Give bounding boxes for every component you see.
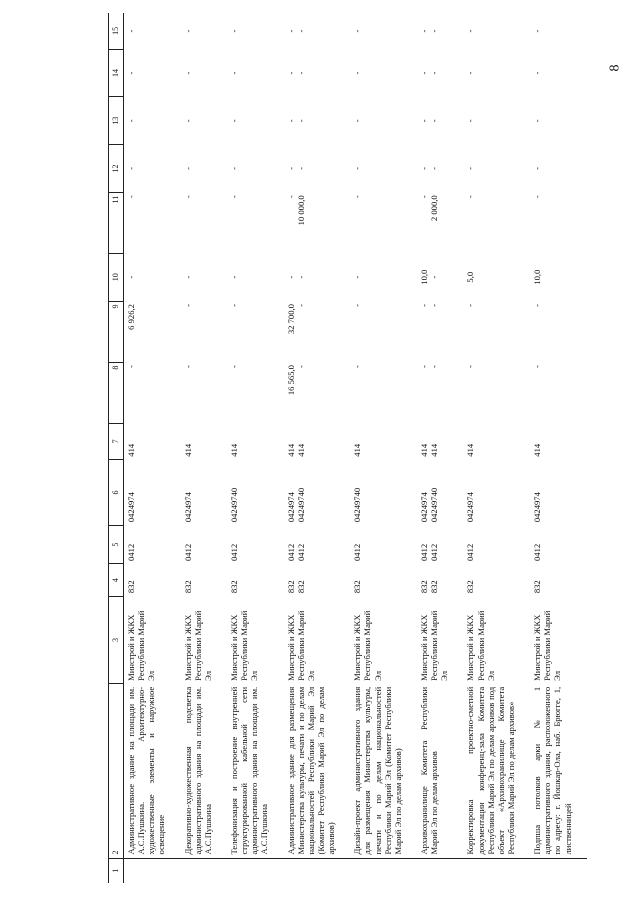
value: - — [182, 275, 193, 279]
value-cell-c8 — [124, 362, 181, 423]
value: 0412 — [465, 543, 476, 561]
value: - — [429, 304, 440, 307]
value: 414 — [182, 443, 193, 457]
value-cell-c15 — [124, 13, 181, 49]
table-row — [417, 13, 463, 883]
value: - — [182, 304, 193, 307]
customer-cell: Минстрой и ЖКХ Республики Марий Эл — [182, 610, 213, 681]
value: - — [418, 119, 429, 123]
value: 414 — [532, 443, 543, 457]
value-cell-c6 — [181, 460, 227, 525]
value-cell-c8 — [227, 362, 284, 423]
value: 0412 — [295, 543, 306, 561]
value-cell-c10 — [181, 253, 227, 301]
value: - — [429, 71, 440, 75]
value: - — [352, 365, 363, 368]
value: 414 — [126, 443, 136, 457]
value-cell-c14 — [463, 49, 530, 97]
row-number-cell — [284, 858, 351, 883]
value-cell-c14 — [350, 49, 417, 97]
value: - — [418, 167, 429, 170]
value-cell-c12 — [463, 145, 530, 193]
value: 0424974 — [532, 492, 543, 523]
value: - — [418, 71, 429, 75]
value: 0412 — [532, 543, 543, 561]
value-cell-c11 — [227, 192, 284, 253]
value: 832 — [465, 580, 476, 594]
value-cell-c8 — [284, 362, 351, 423]
value-cell-c5 — [463, 525, 530, 564]
value: 0412 — [228, 543, 239, 561]
value: - — [352, 71, 363, 75]
value: 0412 — [285, 543, 296, 561]
value: - — [285, 167, 296, 170]
value: 414 — [429, 443, 440, 457]
value-cell-c6 — [124, 460, 181, 525]
value: 832 — [295, 580, 306, 594]
value-cell-c4 — [227, 564, 284, 596]
value: - — [465, 29, 476, 33]
value-cell-c11 — [124, 192, 181, 253]
value-cell-c5 — [284, 525, 351, 564]
value-cell-c10 — [350, 253, 417, 301]
value: 832 — [418, 580, 429, 594]
value: 10,0 — [418, 269, 429, 285]
value-cell-c15 — [350, 13, 417, 49]
value-cell-c10 — [284, 253, 351, 301]
value-cell-c11 — [284, 192, 351, 253]
value-cell-c8 — [463, 362, 530, 423]
value-cell-c9 — [227, 301, 284, 362]
value-cell-c10 — [227, 253, 284, 301]
value: - — [532, 71, 543, 75]
value-cell-c10 — [530, 253, 587, 301]
value-cell-c5 — [350, 525, 417, 564]
value: - — [285, 29, 296, 33]
customer-cell: Минстрой и ЖКХ Республики Марий Эл — [465, 610, 496, 681]
value: - — [228, 365, 239, 368]
value: - — [126, 167, 136, 170]
row-number-cell — [227, 858, 284, 883]
value: 04249740 — [429, 487, 440, 523]
value-cell-c4 — [350, 564, 417, 596]
object-name-cell: Дизайн-проект административного здания для размещения Министерства культуры, печати и по делам национальностей Республики Марий Эл (Комитет Республики Марий Эл по делам архивов) — [352, 686, 403, 855]
value: - — [532, 29, 543, 33]
value-cell-c12 — [350, 145, 417, 193]
value: - — [295, 167, 306, 170]
value: - — [532, 365, 543, 368]
value-cell-c10 — [417, 253, 463, 301]
value-cell-c4 — [417, 564, 463, 596]
value-cell-c4 — [530, 564, 587, 596]
table-row — [530, 13, 587, 883]
value-cell-c14 — [284, 49, 351, 97]
value: - — [465, 71, 476, 75]
value-cell-c5 — [417, 525, 463, 564]
value: - — [418, 304, 429, 307]
value-cell-c11 — [530, 192, 587, 253]
value: - — [228, 119, 239, 123]
value: - — [182, 195, 193, 199]
column-header-14: 14 — [109, 49, 124, 97]
value-cell-c8 — [350, 362, 417, 423]
value-cell-c7 — [284, 423, 351, 460]
value: - — [285, 71, 296, 75]
value: - — [182, 365, 193, 368]
value: 6 926,2 — [126, 304, 136, 330]
value: - — [532, 195, 543, 199]
customer-cell: Минстрой и ЖКХ Республики Марий Эл — [228, 610, 260, 681]
value: - — [295, 119, 306, 123]
column-header-8: 8 — [109, 362, 124, 423]
value: - — [429, 275, 440, 279]
value-cell-c13 — [227, 97, 284, 145]
column-header-9: 9 — [109, 301, 124, 362]
row-number-cell — [530, 858, 587, 883]
value: 832 — [126, 580, 136, 594]
value: - — [228, 275, 239, 279]
column-header-1: 1 — [109, 858, 124, 883]
column-header-7: 7 — [109, 423, 124, 460]
value-cell-c13 — [181, 97, 227, 145]
value: - — [295, 71, 306, 75]
value-cell-c6 — [463, 460, 530, 525]
value-cell-c14 — [227, 49, 284, 97]
value: 414 — [465, 443, 476, 457]
value: 832 — [352, 580, 363, 594]
value-cell-c5 — [181, 525, 227, 564]
value: - — [465, 304, 476, 307]
table-row — [124, 13, 181, 883]
value-cell-c14 — [530, 49, 587, 97]
value: 16 565,0 — [285, 365, 296, 396]
value-cell-c12 — [227, 145, 284, 193]
value-cell-c13 — [284, 97, 351, 145]
value: - — [352, 167, 363, 170]
value: - — [285, 119, 296, 123]
value: - — [352, 119, 363, 123]
customer-cell: Минстрой и ЖКХ Республики Марий Эл — [532, 610, 563, 681]
value-cell-c10 — [124, 253, 181, 301]
value: - — [182, 71, 193, 75]
value: 04249740 — [228, 487, 239, 523]
value: - — [429, 119, 440, 123]
value-cell-c12 — [417, 145, 463, 193]
value-cell-c11 — [417, 192, 463, 253]
value: - — [182, 29, 193, 33]
value: 04249740 — [352, 487, 363, 523]
value: - — [532, 119, 543, 123]
value-cell-c4 — [463, 564, 530, 596]
value: 0412 — [352, 543, 363, 561]
value-cell-c9 — [284, 301, 351, 362]
value-cell-c6 — [417, 460, 463, 525]
object-name-cell: Корректировка проектно-сметной документации конференц-зала Комитета Республики Марий Эл по делам архивов под объект «Архивохранилище Комитета Республики Марий Эл по делам архивов» — [465, 686, 516, 855]
object-name-cell: Административное здание на площади им. А.С.Пушкина. Архитектурно-художественные элементы и наружное освещение — [126, 686, 167, 855]
value: 0424974 — [126, 492, 136, 523]
customer-cell: Минстрой и ЖКХ Республики Марий Эл — [285, 610, 316, 681]
value: 0412 — [429, 543, 440, 561]
value: - — [126, 29, 136, 33]
value: - — [465, 119, 476, 123]
value: - — [295, 365, 306, 368]
value: 414 — [228, 443, 239, 457]
value-cell-c9 — [181, 301, 227, 362]
value: 832 — [429, 580, 440, 594]
value: - — [418, 195, 429, 199]
value-cell-c15 — [227, 13, 284, 49]
value-cell-c6 — [350, 460, 417, 525]
value-cell-c12 — [181, 145, 227, 193]
value-cell-c15 — [530, 13, 587, 49]
value: - — [429, 365, 440, 368]
value: - — [465, 195, 476, 199]
value: 414 — [295, 443, 306, 457]
value: - — [228, 71, 239, 75]
value-cell-c13 — [124, 97, 181, 145]
customer-cell: Минстрой и ЖКХ Республики Марий Эл — [352, 610, 383, 681]
object-name-cell: Декоративно-художественная подсветка административного здания на площади им. А.С.Пушкина — [182, 686, 213, 855]
object-name-cell: Подпша потолков арки № 1 административного здания, расположенного по адресу: г. Йошкар-Ола, наб. Брюгге, 1, лиственницей — [532, 686, 573, 855]
column-header-4: 4 — [109, 564, 124, 596]
rotated-table-container — [108, 13, 636, 883]
value-cell-c11 — [463, 192, 530, 253]
value: - — [285, 195, 296, 199]
column-header-13: 13 — [109, 97, 124, 145]
column-header-15: 15 — [109, 13, 124, 49]
value: - — [295, 304, 306, 307]
table-row — [463, 13, 530, 883]
value: 04249740 — [295, 487, 306, 523]
value: - — [352, 195, 363, 199]
budget-table — [108, 13, 587, 883]
value-cell-c15 — [463, 13, 530, 49]
value-cell-c6 — [284, 460, 351, 525]
value-cell-c14 — [181, 49, 227, 97]
value: 832 — [182, 580, 193, 594]
value-cell-c14 — [124, 49, 181, 97]
value: 0412 — [182, 543, 193, 561]
value: - — [228, 304, 239, 307]
value-cell-c7 — [181, 423, 227, 460]
row-number-cell — [463, 858, 530, 883]
value-cell-c11 — [350, 192, 417, 253]
value-cell-c11 — [181, 192, 227, 253]
value: - — [465, 365, 476, 368]
value: - — [418, 365, 429, 368]
value-cell-c8 — [530, 362, 587, 423]
value: - — [126, 71, 136, 75]
value-cell-c7 — [227, 423, 284, 460]
value: 10 000,0 — [295, 195, 306, 226]
value-cell-c13 — [530, 97, 587, 145]
column-header-12: 12 — [109, 145, 124, 193]
column-header-3: 3 — [109, 596, 124, 684]
table-body — [124, 13, 587, 883]
value-cell-c4 — [284, 564, 351, 596]
value: - — [465, 167, 476, 170]
value-cell-c13 — [463, 97, 530, 145]
value: - — [429, 29, 440, 33]
value-cell-c7 — [124, 423, 181, 460]
value: - — [532, 167, 543, 170]
value: 414 — [285, 443, 296, 457]
value: 0412 — [418, 543, 429, 561]
table-row — [227, 13, 284, 883]
table-row — [350, 13, 417, 883]
value: 2 000,0 — [429, 195, 440, 222]
value-cell-c6 — [227, 460, 284, 525]
value: 0424974 — [285, 492, 296, 523]
value: - — [126, 195, 136, 199]
value: 414 — [418, 443, 429, 457]
value: 0424974 — [418, 492, 429, 523]
value: - — [126, 275, 136, 279]
value-cell-c12 — [284, 145, 351, 193]
value: 10,0 — [532, 269, 543, 285]
value: - — [182, 167, 193, 170]
value-cell-c5 — [530, 525, 587, 564]
object-name-cell: Административное здание для размещения Министерства культуры, печати и по делам национальностей Республики Марий Эл (Комитет Республики Марий Эл по делам архивов) — [285, 686, 337, 855]
value-cell-c12 — [124, 145, 181, 193]
customer-cell: Минстрой и ЖКХ Республики Марий Эл — [418, 610, 450, 681]
value-cell-c8 — [181, 362, 227, 423]
value: 32 700,0 — [285, 304, 296, 335]
value: 5,0 — [465, 271, 476, 283]
value-cell-c15 — [284, 13, 351, 49]
column-header-6: 6 — [109, 460, 124, 525]
value-cell-c14 — [417, 49, 463, 97]
column-header-5: 5 — [109, 525, 124, 564]
value-cell-c6 — [530, 460, 587, 525]
value-cell-c13 — [417, 97, 463, 145]
value: - — [352, 275, 363, 279]
value-cell-c4 — [181, 564, 227, 596]
value: - — [228, 195, 239, 199]
value: - — [352, 304, 363, 307]
row-number-cell — [124, 858, 181, 883]
table-row — [181, 13, 227, 883]
value-cell-c7 — [417, 423, 463, 460]
header-row — [109, 13, 124, 883]
value-cell-c9 — [463, 301, 530, 362]
value: 0424974 — [182, 492, 193, 523]
value-cell-c12 — [530, 145, 587, 193]
value: - — [295, 275, 306, 279]
value: - — [418, 29, 429, 33]
object-name-cell: Архивохранилище Комитета Республики Марий Эл по делам архивов — [418, 686, 440, 855]
value: 832 — [228, 580, 239, 594]
column-header-11: 11 — [109, 192, 124, 253]
value-cell-c8 — [417, 362, 463, 423]
value-cell-c9 — [350, 301, 417, 362]
row-number-cell — [417, 858, 463, 883]
value: - — [285, 275, 296, 279]
value-cell-c9 — [417, 301, 463, 362]
value: - — [228, 167, 239, 170]
value: 0412 — [126, 543, 136, 561]
column-header-10: 10 — [109, 253, 124, 301]
value-cell-c5 — [227, 525, 284, 564]
value-cell-c7 — [350, 423, 417, 460]
value: - — [182, 119, 193, 123]
value-cell-c13 — [350, 97, 417, 145]
value-cell-c9 — [124, 301, 181, 362]
column-header-2: 2 — [109, 684, 124, 858]
value: - — [228, 29, 239, 33]
value: - — [126, 119, 136, 123]
value-cell-c7 — [463, 423, 530, 460]
value: 832 — [285, 580, 296, 594]
value-cell-c15 — [181, 13, 227, 49]
value-cell-c7 — [530, 423, 587, 460]
value: - — [295, 29, 306, 33]
value: - — [532, 304, 543, 307]
customer-cell: Минстрой и ЖКХ Республики Марий Эл — [126, 610, 157, 681]
object-name-cell: Телефонизация и построение внутренней структурированной кабельной сети административного здания на площади им. А.С.Пушкина — [228, 686, 270, 855]
value: - — [429, 167, 440, 170]
value: 0424974 — [465, 492, 476, 523]
value-cell-c10 — [463, 253, 530, 301]
page-number: 8 — [607, 64, 623, 72]
value-cell-c15 — [417, 13, 463, 49]
value: - — [126, 365, 136, 368]
value: 414 — [352, 443, 363, 457]
value-cell-c9 — [530, 301, 587, 362]
value: - — [352, 29, 363, 33]
value: 832 — [532, 580, 543, 594]
value-cell-c5 — [124, 525, 181, 564]
table-row — [284, 13, 351, 883]
row-number-cell — [350, 858, 417, 883]
row-number-cell — [181, 858, 227, 883]
value-cell-c4 — [124, 564, 181, 596]
